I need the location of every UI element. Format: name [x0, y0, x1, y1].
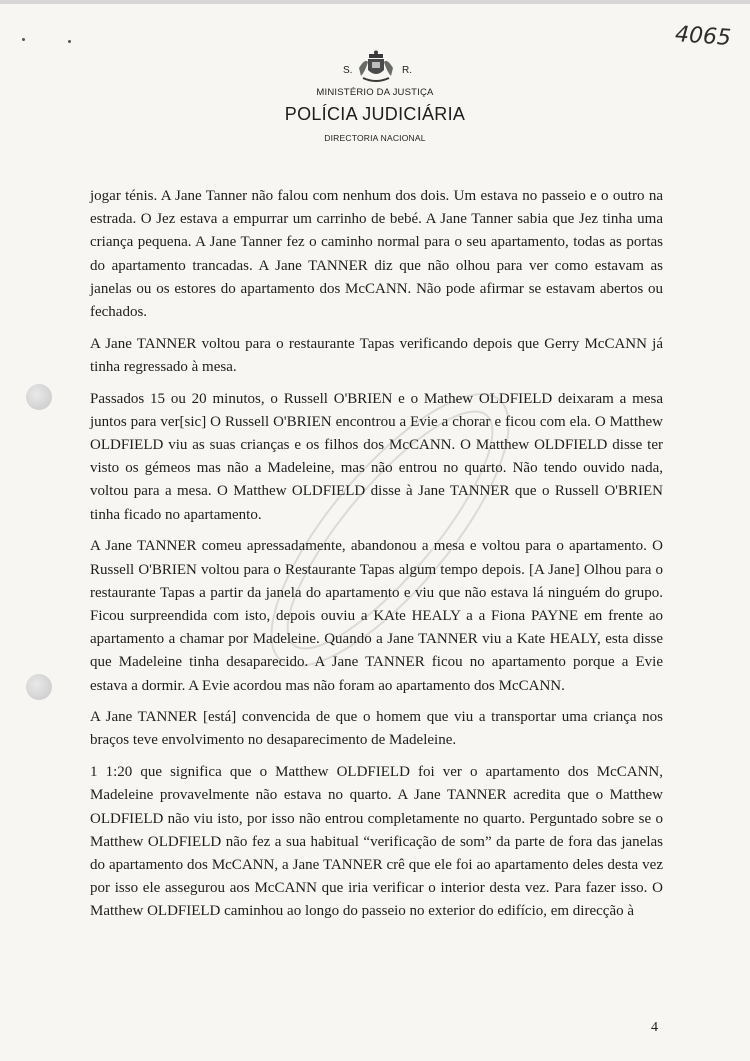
punch-hole	[26, 384, 52, 410]
paragraph: A Jane TANNER voltou para o restaurante Tapas verificando depois que Gerry McCANN já tinha regressado à mesa.	[90, 335, 663, 375]
punch-hole	[26, 674, 52, 700]
emblem-right-letter: R.	[402, 65, 412, 76]
handwritten-page-number: 4065	[674, 22, 732, 51]
scan-speck	[68, 40, 71, 43]
paragraph: A Jane TANNER comeu apressadamente, abandonou a mesa e voltou para o apartamento. O Russell O'BRIEN voltou para o Restaurante Tapas algum tempo depois. [A Jane] Olhou para o restaurante Tapas a partir da janela do apartamento e viu que não estava lá ninguém do grupo. Ficou surpreendida com isto, depois ouviu a KAte HEALY a a Fiona PAYNE em frente ao apartamento a chamar por Madeleine. Quando a Jane TANNER viu a Kate HEALY, esta disse que Madeleine tinha desaparecido. A Jane TANNER ficou no apartamento porque a Evie estava a dormir. A Evie acordou mas não foram ao apartamento dos McCANN.	[90, 538, 663, 694]
directorate-name: DIRECTORIA NACIONAL	[324, 133, 426, 143]
ministry-name: MINISTÉRIO DA JUSTIÇA	[316, 87, 434, 98]
paragraph: Passados 15 ou 20 minutos, o Russell O'BRIEN e o Mathew OLDFIELD deixaram a mesa juntos para ver[sic] O Russell O'BRIEN encontrou a Evie a chorar e ficou com ela. O Matthew OLDFIELD viu as suas crianças e os filhos dos McCANN. O Matthew OLDFIELD disse ter visto os gémeos mas não a Madeleine, mas não entrou no quarto. Não tendo ouvido nada, voltou para a mesa. O Matthew OLDFIELD disse à Jane TANNER que o Russell O'BRIEN tinha ficado no apartamento.	[90, 390, 663, 523]
page-number: 4	[651, 1020, 658, 1035]
paragraph: 1 1:20 que significa que o Matthew OLDFIELD foi ver o apartamento dos McCANN, Madeleine provavelmente não estava no quarto. A Jane TANNER acredita que o Matthew OLDFIELD não viu isto, por isso não entrou completamente no quarto. Perguntado sobre se o Matthew OLDFIELD não fez a sua habitual “verificação de som” da parte de fora das janelas do apartamento dos McCANN, a Jane TANNER crê que ele foi ao apartamento deles desta vez por isso ele assegurou aos McCANN que iria verificar o interior desta vez. Para fazer isso. O Matthew OLDFIELD caminhou ao longo do passeio no exterior do edifício, em direcção à	[90, 764, 663, 920]
paragraph: jogar ténis. A Jane Tanner não falou com nenhum dos dois. Um estava no passeio e o outro na estrada. O Jez estava a empurrar um carrinho de bebé. A Jane Tanner sabia que Jez tinha uma criança pequena. A Jane Tanner fez o caminho normal para o seu apartamento, todas as portas do apartamento trancadas. A Jane TANNER diz que não olhou para ver como estavam as janelas ou os estores do apartamento dos McCANN. Não pode afirmar se estavam abertos ou fechados.	[90, 188, 663, 321]
document-body	[90, 185, 663, 932]
emblem-row	[0, 50, 750, 84]
emblem-left-letter: S.	[343, 65, 353, 76]
letterhead	[0, 50, 750, 143]
scan-speck	[22, 38, 25, 41]
paragraph: A Jane TANNER [está] convencida de que o homem que viu a transportar uma criança nos braços teve envolvimento no desaparecimento de Madeleine.	[90, 709, 663, 749]
scan-top-edge	[0, 0, 750, 4]
coat-of-arms-icon	[357, 50, 395, 84]
agency-name: POLÍCIA JUDICIÁRIA	[284, 104, 466, 124]
